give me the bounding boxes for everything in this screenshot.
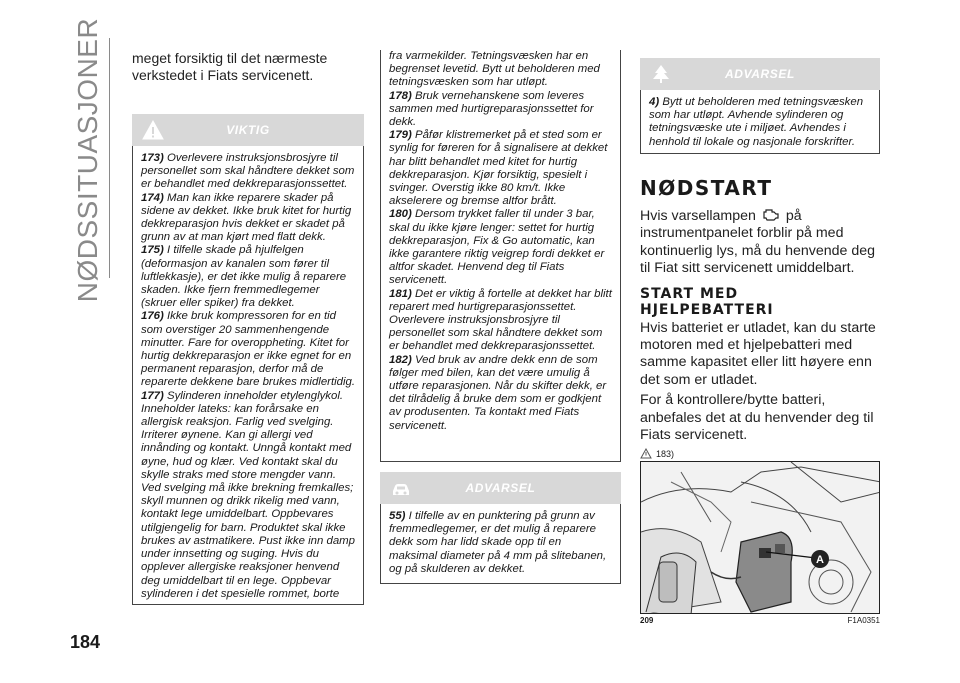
car-warning-icon bbox=[390, 477, 412, 499]
warning-triangle-icon bbox=[640, 448, 652, 459]
page-number: 184 bbox=[70, 632, 101, 652]
advarsel-title: ADVARSEL bbox=[725, 67, 795, 81]
note-item: 173) Overlevere instruksjonsbrosjyre til personellet som skal håndtere dekket som er behandlet med dekkreparasjonssettet. bbox=[141, 152, 355, 191]
continuation-text: fra varmekilder. Tetningsvæsken har en begrenset levetid. Bytt ut beholderen med tetningsvæsken som har utløpt. bbox=[389, 50, 600, 89]
engine-bay-illustration bbox=[641, 462, 880, 614]
chapter-divider bbox=[109, 38, 110, 278]
reference-note: 183) bbox=[640, 448, 880, 459]
advarsel-box bbox=[380, 504, 621, 584]
paragraph: Hvis batteriet er utladet, kan du starte motoren med et hjelpebatteri med samme kapasitet eller litt høyere enn det som er utladet. bbox=[640, 319, 876, 388]
figure-code: F1A0351 bbox=[847, 616, 880, 626]
viktig-title: VIKTIG bbox=[226, 123, 270, 137]
tree-environment-icon bbox=[650, 63, 672, 85]
column-1 bbox=[132, 50, 364, 605]
note-item: 180) Dersom trykket faller til under 3 bar, skal du ikke kjøre lenger: settet for hurtig dekkreparasjon, Fix & Go automatic, kan ikke garantere riktig veigrep fordi dekket er altfor skadet. Henvend deg til Fiats servicenett. bbox=[389, 208, 605, 287]
paragraph: Hvis varsellampen på instrumentpanelet forblir på med kontinuerlig lys, må du henvende deg til Fiat sitt servicenett umiddelbart. bbox=[640, 208, 876, 277]
advarsel-box bbox=[640, 90, 880, 154]
subsection-heading: START MED HJELPEBATTERI bbox=[640, 285, 774, 318]
viktig-box bbox=[132, 146, 364, 605]
engine-warning-lamp-icon bbox=[762, 208, 780, 222]
column-2 bbox=[380, 50, 621, 584]
note-item: 182) Ved bruk av andre dekk enn de som følger med bilen, kan det være umulig å utføre reparasjonen. Når du skifter dekk, er det tilrådelig å bruke dem som er godkjent av produsenten. Ta kontakt med Fiats servicenett. bbox=[389, 353, 607, 432]
advarsel-title: ADVARSEL bbox=[465, 481, 536, 495]
section-heading: NØDSTART bbox=[640, 176, 773, 200]
column-3 bbox=[640, 58, 880, 625]
figure-caption bbox=[640, 616, 880, 625]
note-item: 175) I tilfelle skade på hjulfelgen (deformasjon av kanalen som fører til luftlekkasje), er det ikke mulig å reparere skaden. Ikke fjern fremmedlegemer (skruer eller spiker) fra dekket. bbox=[141, 244, 347, 310]
figure-number: 209 bbox=[640, 616, 654, 626]
paragraph: For å kontrollere/bytte batteri, anbefales det at du henvender deg til Fiats servicenett. bbox=[640, 392, 874, 444]
advarsel-header bbox=[380, 472, 621, 504]
note-item: 4) Bytt ut beholderen med tetningsvæsken som har utløpt. Avhende sylinderen og tetningsvæske ute i miljøet. Avhendes i henhold til lokale og nasjonale forskrifter. bbox=[649, 96, 864, 148]
warning-triangle-icon bbox=[142, 119, 164, 141]
note-item: 179) Påfør klistremerket på et sted som er synlig for føreren for å signalisere at dekket har blitt behandlet med kitet for hurtig dekkreparasjon. Kjør forsiktig, spesielt i svinger. Overstig ikke 80 km/t. Ikke akselerere og bremse altfor brått. bbox=[389, 129, 608, 208]
note-item: 55) I tilfelle av en punktering på grunn av fremmedlegemer, er det mulig å reparere dekk som har lidd skade opp til en maksimal diameter på 4 mm på slitebanen, og på skulderen av dekket. bbox=[389, 510, 607, 575]
note-item: 177) Sylinderen inneholder etylenglykol. Inneholder lateks: kan forårsake en allergisk reaksjon. Farlig ved svelging. Irriterer øynene. Kan gi allergi ved innånding og kontakt. Unngå kontakt med øyne, hud og klær. Ved kontakt skal du skylle straks med store mengder vann. Ved svelging må ikke brekning fremkalles; skyll munnen og drikk rikelig med vann, kontakt lege umiddelbart. Oppbevares utilgjengelig for barn. Produktet skal ikke brukes av astmatikere. Pust ikke inn damp under innsetting og suging. Hvis du opplever allergiske reaksjoner henvend deg umiddelbart til en lege. Oppbevar sylinderen i det spesielle rommet, borte bbox=[141, 389, 355, 600]
note-item: 174) Man kan ikke reparere skader på sidene av dekket. Ikke bruk kitet for hurtig dekkreparasjon hvis dekket er skadet på grunn av at man kjørt med flatt dekk. bbox=[141, 191, 352, 244]
advarsel-header bbox=[640, 58, 880, 90]
note-item: 178) Bruk vernehanskene som leveres sammen med hurtigreparasjonssettet for dekk. bbox=[389, 89, 594, 129]
note-item: 176) Ikke bruk kompressoren for en tid som overstiger 20 sammenhengende minutter. Fare for overoppheting. Kitet for hurtig dekkreparasjon er ikke egnet for en permanent reparasjon, derfor må de reparerte dekkene bare brukes midlertidig. bbox=[141, 310, 356, 389]
viktig-continuation-box bbox=[380, 50, 621, 462]
intro-text: meget forsiktig til det nærmeste verkstedet i Fiats servicenett. bbox=[132, 50, 328, 83]
note-item: 181) Det er viktig å fortelle at dekket har blitt reparert med hurtigreparasjonssettet. Overlevere instruksjonsbrosjyre til personellet som skal håndtere dekket som er behandlet med dekkreparasjonssettet. bbox=[389, 287, 612, 353]
chapter-side-title: NØDSSITUASJONER bbox=[72, 17, 103, 303]
figure-callout-label: A bbox=[816, 554, 824, 567]
engine-bay-figure bbox=[640, 461, 880, 614]
viktig-header bbox=[132, 114, 364, 146]
